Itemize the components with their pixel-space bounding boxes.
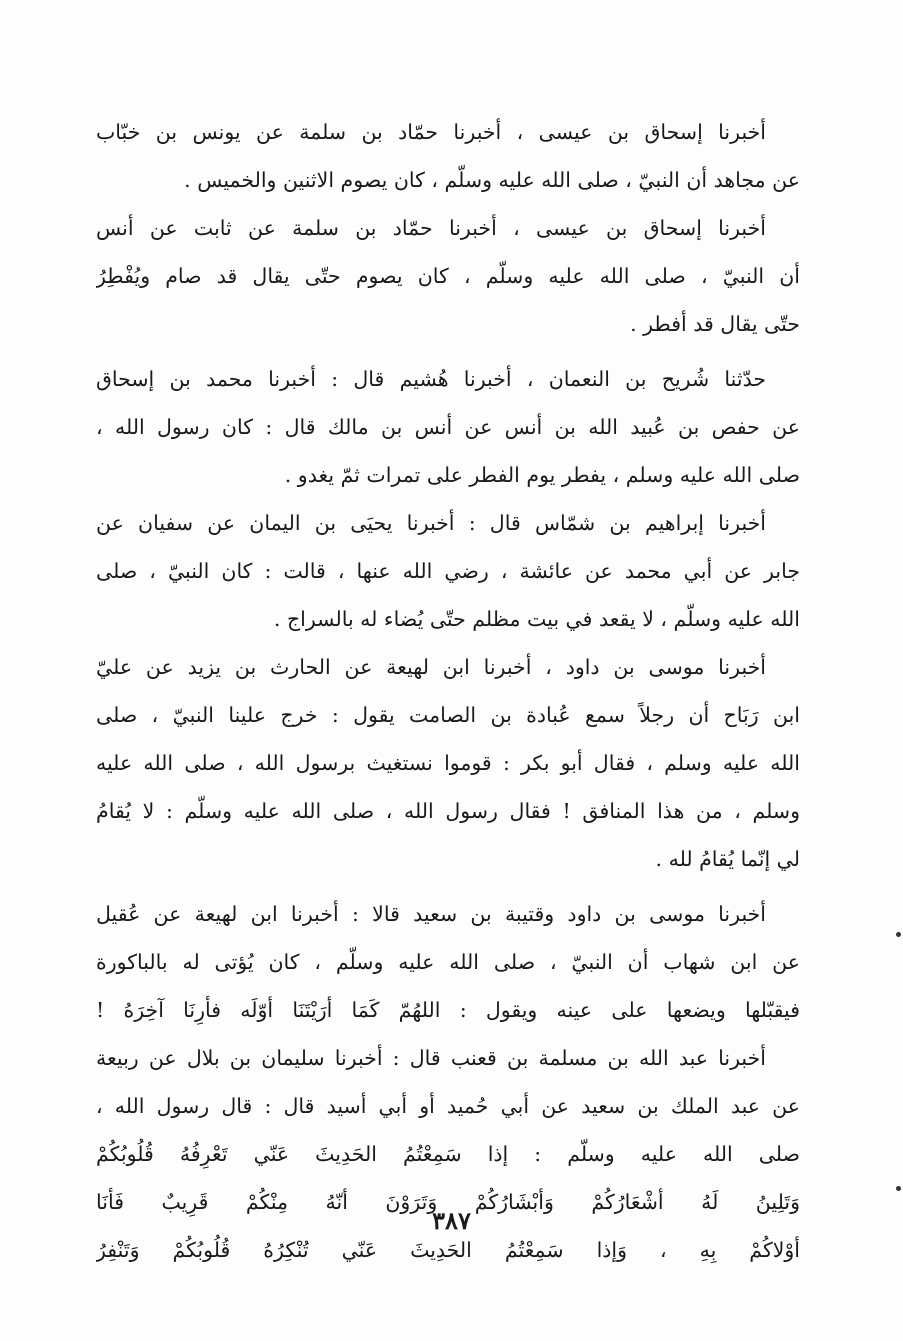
text-line: فيقبّلها ويضعها على عينه ويقول : اللهُمّ كَمَا أرَيْتَنَا أوّلَه فأرِنَا آخِرَهُ ! <box>96 998 800 1022</box>
text-line: لي إنّما يُقامُ لله . <box>655 847 800 871</box>
text-line: صلى الله عليه وسلّم : إذا سَمِعْتُمُ الحَدِيثَ عَنّي تَعْرِفُهُ قُلُوبُكُمْ <box>96 1142 800 1166</box>
margin-mark <box>896 932 901 937</box>
text-line: حتّى يقال قد أفطر . <box>630 312 800 336</box>
margin-mark <box>896 1186 901 1191</box>
text-line: وسلم ، من هذا المنافق ! فقال رسول الله ، صلى الله عليه وسلّم : لا يُقامُ <box>96 799 800 823</box>
text-line: عن حفص بن عُبيد الله بن أنس عن أنس بن مالك قال : كان رسول الله ، <box>96 415 800 439</box>
text-line: أوْلاكُمْ بِهِ ، وَإذا سَمِعْتُمُ الحَدِيثَ عَنّي تُنْكِرُهُ قُلُوبُكُمْ وَتَنْفِرُ <box>96 1238 800 1262</box>
page-number: ٣٨٧ <box>432 1206 471 1235</box>
text-line: أخبرنا إبراهيم بن شمّاس قال : أخبرنا يحيَى بن اليمان عن سفيان عن <box>96 511 766 535</box>
text-line: أخبرنا عبد الله بن مسلمة بن قعنب قال : أخبرنا سليمان بن بلال عن ربيعة <box>96 1046 766 1070</box>
text-line: وَتَلِينُ لَهُ أشْعَارُكُمْ وَأبْشَارُكُمْ وَتَرَوْنَ أنّهُ مِنْكُمْ قَرِيبٌ فَأنَا <box>96 1190 800 1214</box>
text-line: عن عبد الملك بن سعيد عن أبي حُميد أو أبي أسيد قال : قال رسول الله ، <box>96 1094 800 1118</box>
text-line: حدّثنا شُريح بن النعمان ، أخبرنا هُشيم قال : أخبرنا محمد بن إسحاق <box>96 367 766 391</box>
text-line: عن مجاهد أن النبيّ ، صلى الله عليه وسلّم ، كان يصوم الاثنين والخميس . <box>184 168 800 192</box>
text-line: أخبرنا إسحاق بن عيسى ، أخبرنا حمّاد بن سلمة عن يونس بن خبّاب <box>96 120 766 144</box>
text-line: أخبرنا إسحاق بن عيسى ، أخبرنا حمّاد بن سلمة عن ثابت عن أنس <box>96 216 766 240</box>
text-line: الله عليه وسلّم ، لا يقعد في بيت مظلم حتّى يُضاء له بالسراج . <box>273 607 800 631</box>
text-line: عن ابن شهاب أن النبيّ ، صلى الله عليه وسلّم ، كان يُؤتى له بالباكورة <box>96 950 800 974</box>
text-line: جابر عن أبي محمد عن عائشة ، رضي الله عنها ، قالت : كان النبيّ ، صلى <box>96 559 800 583</box>
text-line: صلى الله عليه وسلم ، يفطر يوم الفطر على تمرات ثمّ يغدو . <box>284 463 800 487</box>
main-text <box>96 108 800 1274</box>
text-line: أن النبيّ ، صلى الله عليه وسلّم ، كان يصوم حتّى يقال قد صام ويُفْطِرُ <box>96 264 800 288</box>
text-line: أخبرنا موسى بن داود ، أخبرنا ابن لهيعة عن الحارث بن يزيد عن عليّ <box>96 655 766 679</box>
text-line: ابن رَبَاح أن رجلاً سمع عُبادة بن الصامت يقول : خرج علينا النبيّ ، صلى <box>96 703 800 727</box>
text-line: الله عليه وسلم ، فقال أبو بكر : قوموا نستغيث برسول الله ، صلى الله عليه <box>96 751 800 775</box>
text-line: أخبرنا موسى بن داود وقتيبة بن سعيد قالا : أخبرنا ابن لهيعة عن عُقيل <box>96 902 766 926</box>
